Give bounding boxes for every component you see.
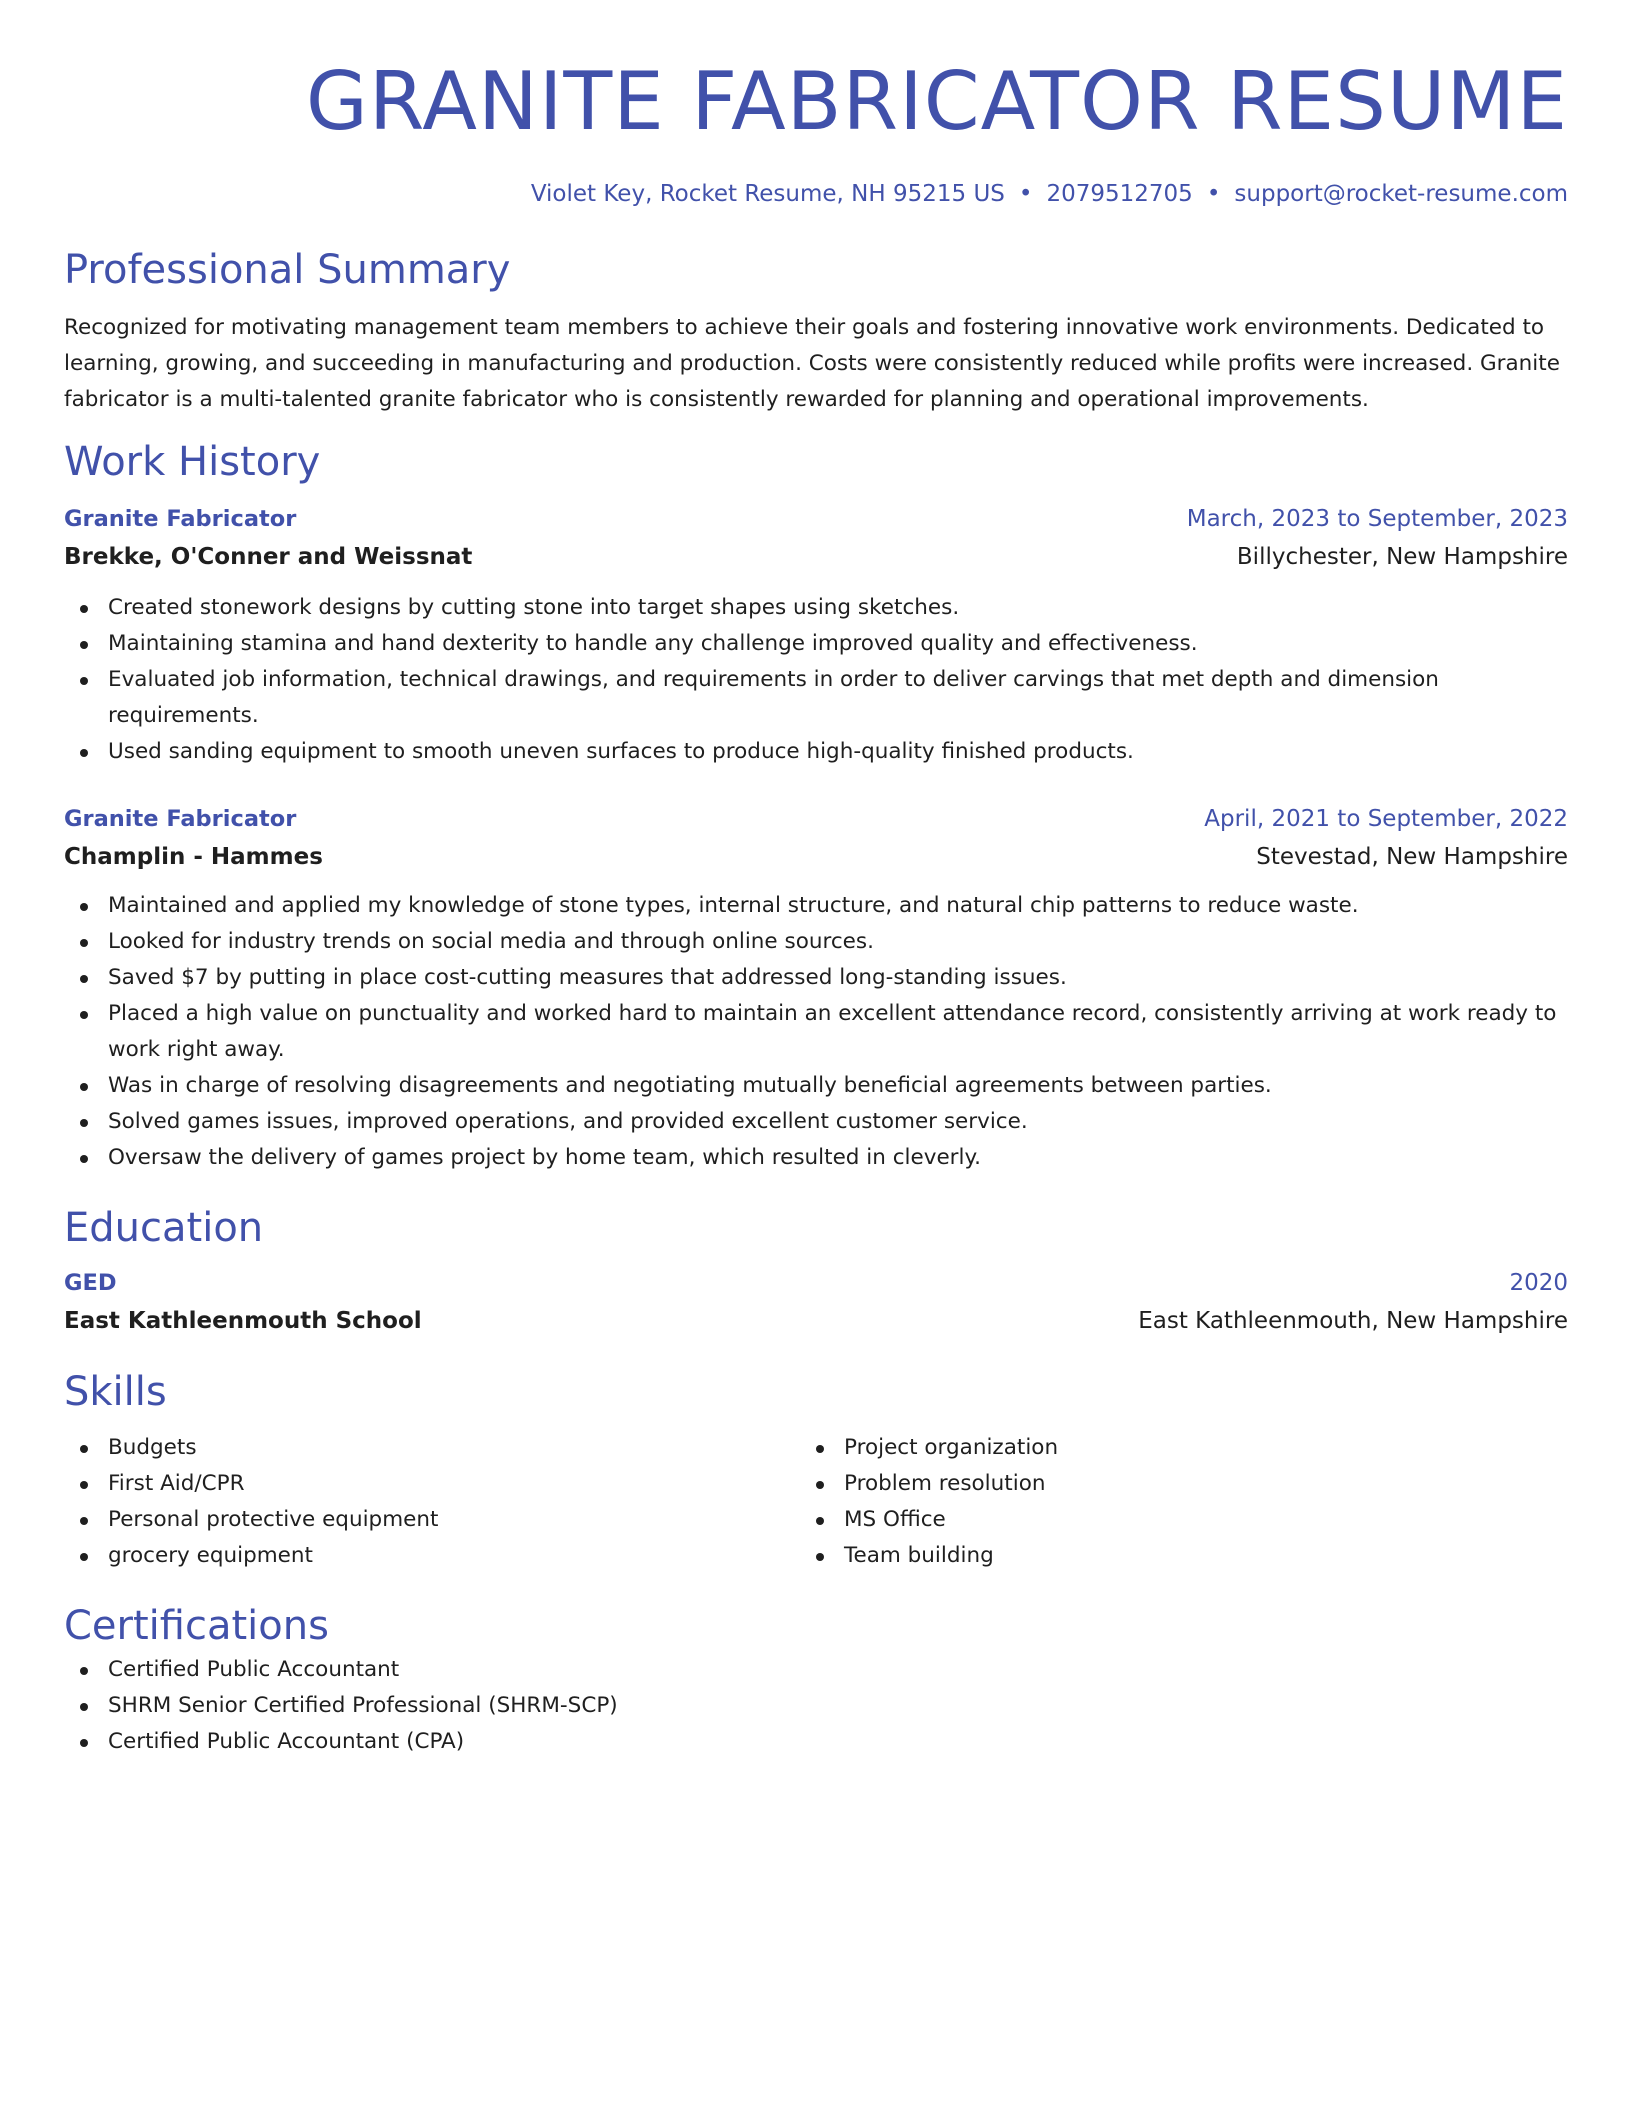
resume-name: GRANITE FABRICATOR RESUME: [305, 55, 1568, 148]
job-bullet: Looked for industry trends on social media and through online sources.: [64, 924, 1568, 960]
skills-section: [64, 1366, 1568, 1574]
certifications-section: [64, 1600, 1568, 1760]
summary-heading: Professional Summary: [64, 247, 511, 293]
job-entry: [64, 800, 1568, 1176]
education-year: 2020: [1509, 1270, 1568, 1296]
certification-item: SHRM Senior Certified Professional (SHRM-SCP): [64, 1688, 1568, 1724]
certifications-heading: Certifications: [64, 1603, 329, 1649]
job-dates: March, 2023 to September, 2023: [1186, 506, 1568, 532]
contact-separator: •: [1018, 181, 1033, 207]
resume-header: [64, 52, 1568, 210]
skill-item: Personal protective equipment: [64, 1502, 800, 1538]
skills-list-right: [800, 1430, 1536, 1574]
education-entry: [64, 1264, 1568, 1340]
education-location: East Kathleenmouth, New Hampshire: [1138, 1308, 1568, 1334]
contact-line: [64, 178, 1568, 210]
skill-item: First Aid/CPR: [64, 1466, 800, 1502]
job-title-row: [64, 500, 1568, 538]
job-company: Brekke, O'Conner and Weissnat: [64, 544, 473, 570]
job-company-row: [64, 838, 1568, 876]
contact-separator: •: [1206, 181, 1221, 207]
certifications-list: [64, 1652, 1568, 1760]
skill-item: Project organization: [800, 1430, 1536, 1466]
job-bullet: Created stonework designs by cutting stone into target shapes using sketches.: [64, 590, 1568, 626]
job-dates: April, 2021 to September, 2022: [1204, 806, 1568, 832]
education-degree-row: [64, 1264, 1568, 1302]
skill-item: grocery equipment: [64, 1538, 800, 1574]
job-title: Granite Fabricator: [64, 806, 297, 832]
job-company-row: [64, 538, 1568, 576]
job-bullet: Was in charge of resolving disagreements and negotiating mutually beneficial agreements between parties.: [64, 1068, 1568, 1104]
skills-list-left: [64, 1430, 800, 1574]
contact-email: support@rocket-resume.com: [1234, 181, 1568, 207]
skill-item: Team building: [800, 1538, 1536, 1574]
education-school: East Kathleenmouth School: [64, 1308, 422, 1334]
job-title: Granite Fabricator: [64, 506, 297, 532]
job-bullet: Solved games issues, improved operations, and provided excellent customer service.: [64, 1104, 1568, 1140]
job-bullets: [64, 888, 1568, 1176]
contact-address: Violet Key, Rocket Resume, NH 95215 US: [530, 181, 1005, 207]
skill-item: Budgets: [64, 1430, 800, 1466]
job-bullet: Oversaw the delivery of games project by home team, which resulted in cleverly.: [64, 1140, 1568, 1176]
contact-phone: 2079512705: [1046, 181, 1193, 207]
skills-heading: Skills: [64, 1369, 167, 1415]
summary-section: [64, 244, 1568, 418]
job-title-row: [64, 800, 1568, 838]
job-bullet: Maintained and applied my knowledge of stone types, internal structure, and natural chip patterns to reduce waste.: [64, 888, 1568, 924]
work-history-heading: Work History: [64, 439, 321, 485]
certification-item: Certified Public Accountant (CPA): [64, 1724, 1568, 1760]
job-bullet: Placed a high value on punctuality and worked hard to maintain an excellent attendance record, consistently arriving at work ready to work right away.: [64, 996, 1568, 1068]
job-bullet: Saved $7 by putting in place cost-cutting measures that addressed long-standing issues.: [64, 960, 1568, 996]
job-entry: [64, 500, 1568, 770]
skills-columns: [64, 1430, 1568, 1574]
job-bullet: Maintaining stamina and hand dexterity to handle any challenge improved quality and effectiveness.: [64, 626, 1568, 662]
job-bullet: Used sanding equipment to smooth uneven surfaces to produce high-quality finished products.: [64, 734, 1568, 770]
education-school-row: [64, 1302, 1568, 1340]
job-company: Champlin - Hammes: [64, 844, 323, 870]
job-location: Stevestad, New Hampshire: [1256, 844, 1568, 870]
job-location: Billychester, New Hampshire: [1236, 544, 1568, 570]
education-heading: Education: [64, 1205, 264, 1251]
education-section: [64, 1202, 1568, 1340]
education-degree: GED: [64, 1270, 117, 1296]
job-bullets: [64, 590, 1568, 770]
certification-item: Certified Public Accountant: [64, 1652, 1568, 1688]
summary-text: Recognized for motivating management team members to achieve their goals and fostering innovative work environments. Dedicated to learning, growing, and succeeding in manufacturing and production. Costs were consistently reduced while profits were increased. Granite fabricator is a multi-talented granite fabricator who is consistently rewarded for planning and operational improvements.: [64, 315, 1560, 412]
job-bullet: Evaluated job information, technical drawings, and requirements in order to deliver carvings that met depth and dimension requirements.: [64, 662, 1568, 734]
work-history-section: [64, 436, 1568, 1176]
skill-item: Problem resolution: [800, 1466, 1536, 1502]
skill-item: MS Office: [800, 1502, 1536, 1538]
